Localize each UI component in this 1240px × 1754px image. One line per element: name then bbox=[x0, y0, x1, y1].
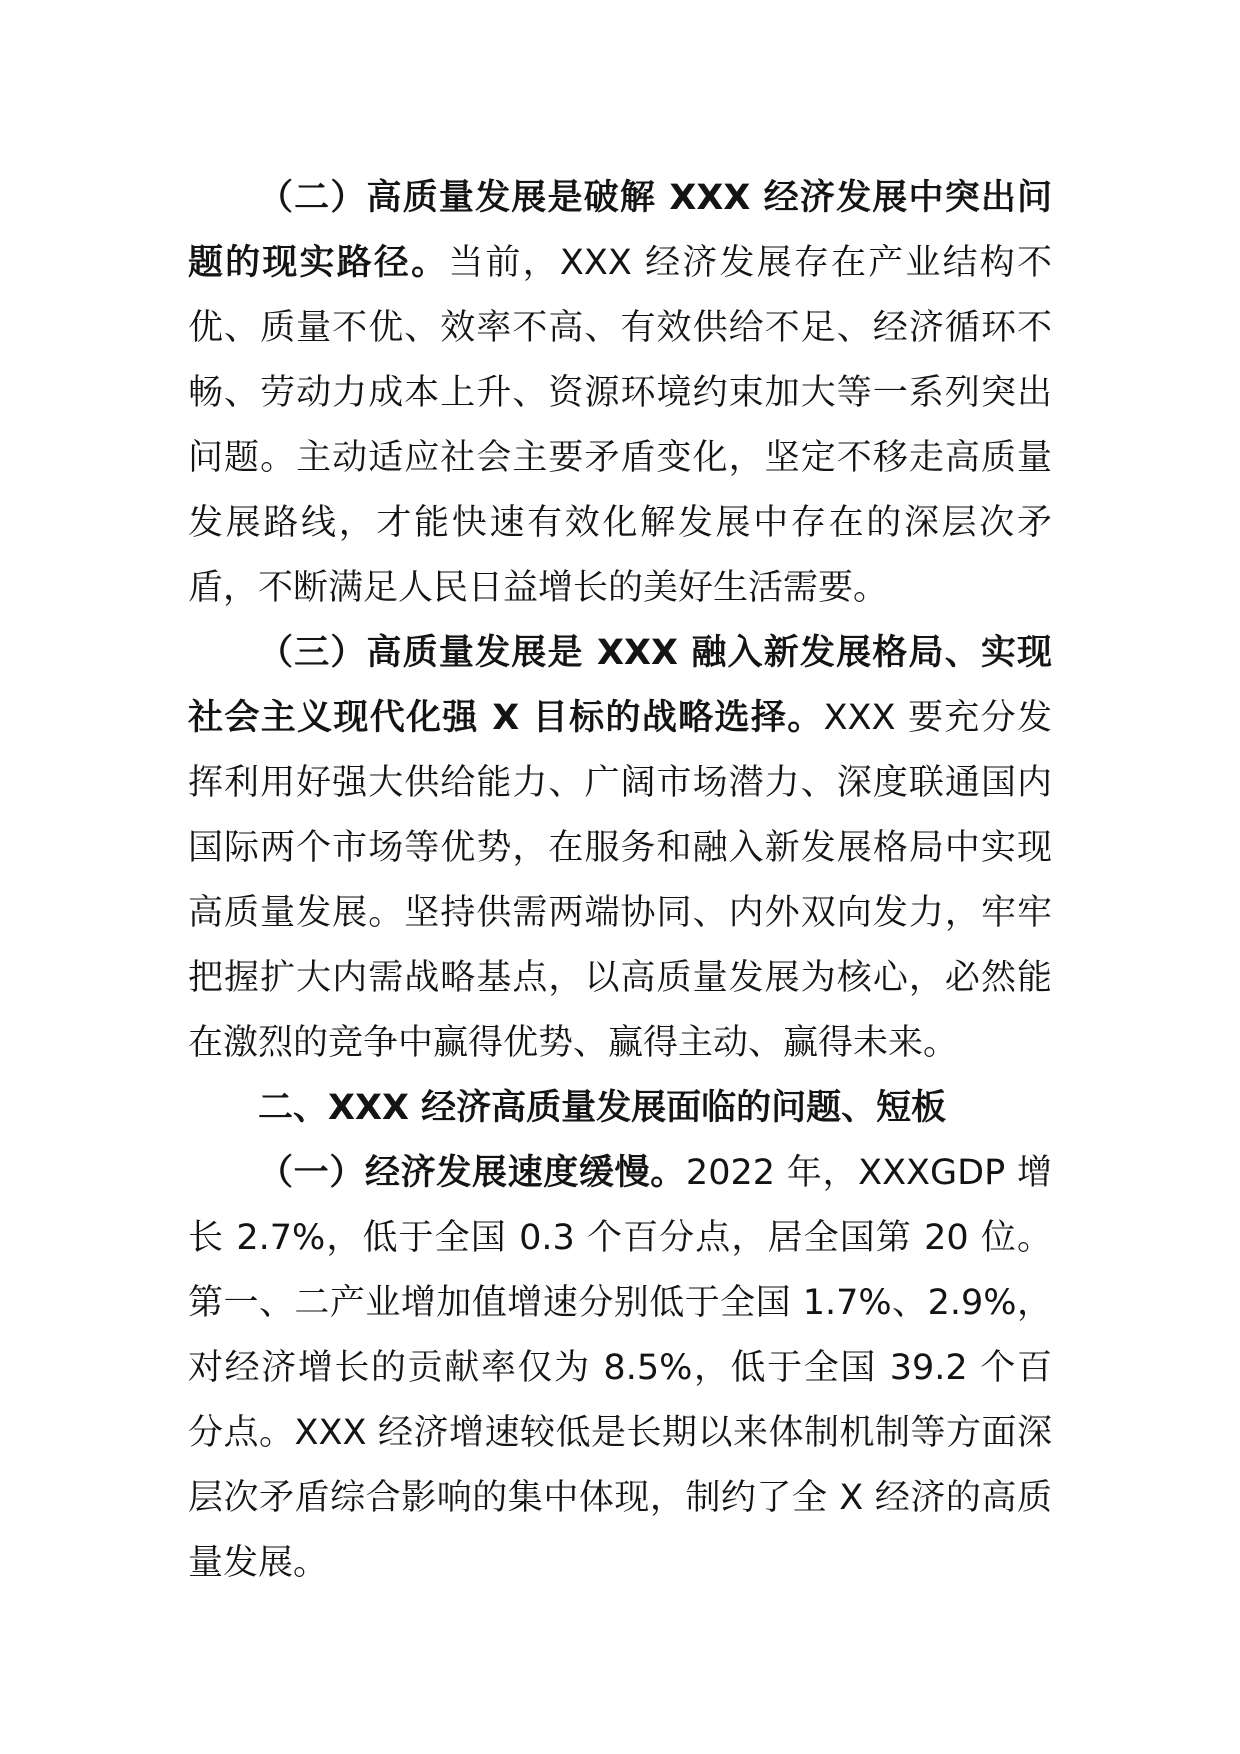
document-page bbox=[188, 166, 1052, 1596]
paragraph-strategic-choice bbox=[188, 621, 1052, 1076]
paragraph-lead: （二）高质量发展是破解 XXX 经济发展中突出问题的现实路径。 bbox=[188, 178, 1052, 283]
paragraph-lead: （一）经济发展速度缓慢。 bbox=[258, 1153, 686, 1193]
paragraph-body: XXX 要充分发挥利用好强大供给能力、广阔市场潜力、深度联通国内国际两个市场等优势，在服务和融入新发展格局中实现高质量发展。坚持供需两端协同、内外双向发力，牢牢把握扩大内需战略基点，以高质量发展为核心，必然能在激烈的竞争中赢得优势、赢得主动、赢得未来。 bbox=[188, 698, 1052, 1063]
paragraph-body: 当前，XXX 经济发展存在产业结构不优、质量不优、效率不高、有效供给不足、经济循环不畅、劳动力成本上升、资源环境约束加大等一系列突出问题。主动适应社会主要矛盾变化，坚定不移走高质量发展路线，才能快速有效化解发展中存在的深层次矛盾，不断满足人民日益增长的美好生活需要。 bbox=[188, 243, 1052, 608]
paragraph-lead: （三）高质量发展是 XXX 融入新发展格局、实现社会主义现代化强 X 目标的战略选择。 bbox=[188, 633, 1052, 738]
paragraph-slow-growth bbox=[188, 1141, 1052, 1596]
paragraph-high-quality-path bbox=[188, 166, 1052, 621]
section-heading: 二、XXX 经济高质量发展面临的问题、短板 bbox=[258, 1088, 947, 1128]
paragraph-body: 2022 年，XXXGDP 增长 2.7%，低于全国 0.3 个百分点，居全国第 20 位。第一、二产业增加值增速分别低于全国 1.7%、2.9%，对经济增长的贡献率仅为 8.5%，低于全国 39.2 个百分点。XXX 经济增速较低是长期以来体制机制等方面深层次矛盾综合影响的集中体现，制约了全 X 经济的高质量发展。 bbox=[188, 1153, 1052, 1583]
